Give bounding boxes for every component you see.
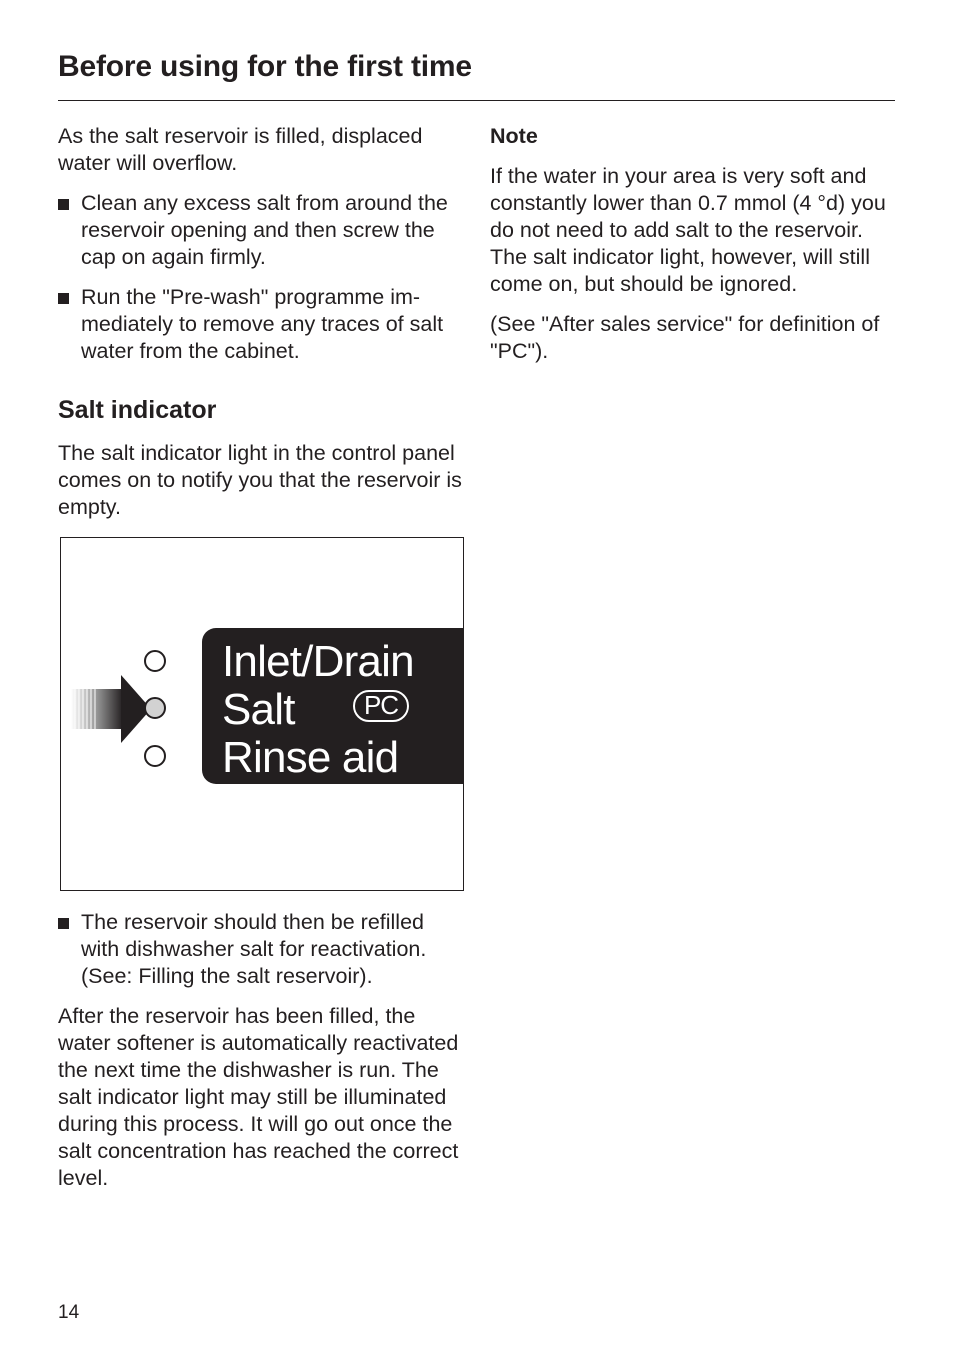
right-column <box>490 123 900 365</box>
control-panel-display <box>202 628 464 784</box>
bullet-square-icon <box>58 918 69 929</box>
bullet-item <box>58 909 468 990</box>
note-label: Note <box>490 124 538 148</box>
pc-badge: PC <box>353 690 409 722</box>
left-column <box>58 123 468 378</box>
panel-label-rinse-aid: Rinse aid <box>222 733 399 782</box>
bullet-text: Run the "Pre-wash" programme immediately to remove any traces of salt water from the cabinet. <box>81 285 444 363</box>
note-body: If the water in your area is very soft and constantly lower than 0.7 mmol (4 °d) you do not need to add salt to the reservoir. The salt indicator light, however, will still come on, but should be ignored. <box>490 164 886 296</box>
bullet-text: Clean any excess salt from around the reservoir opening and then screw the cap on again firmly. <box>81 191 448 269</box>
control-panel-figure <box>60 537 464 891</box>
panel-label-inlet-drain: Inlet/Drain <box>222 637 414 686</box>
bullet-text: The reservoir should then be refilled with dishwasher salt for reactivation. (See: Filling the salt reservoir). <box>81 910 427 988</box>
pc-reference: (See "After sales service" for definition of "PC"). <box>490 312 880 363</box>
salt-indicator-paragraph: The salt indicator light in the control panel comes on to notify you that the reservoir is empty. <box>58 441 462 519</box>
after-figure-block <box>58 909 468 1192</box>
page-title: Before using for the first time <box>58 50 472 83</box>
title-divider <box>58 100 895 101</box>
bullet-item <box>58 284 468 365</box>
reactivation-paragraph: After the reservoir has been filled, the water softener is automatically reactivated the next time the dishwasher is run. The salt indicator light may still be illuminated during this process. It will go out once the salt concentration has reached the correct level. <box>58 1004 459 1190</box>
indicator-light-inlet-drain <box>144 650 166 672</box>
bullet-item <box>58 190 468 271</box>
page-number: 14 <box>58 1302 80 1323</box>
bullet-square-icon <box>58 199 69 210</box>
indicator-light-rinse-aid <box>144 745 166 767</box>
salt-indicator-heading: Salt indicator <box>58 396 217 424</box>
salt-indicator-body-block <box>58 440 468 521</box>
bullet-square-icon <box>58 293 69 304</box>
intro-paragraph: As the salt reservoir is filled, displaced water will overflow. <box>58 124 423 175</box>
indicator-light-salt <box>144 697 166 719</box>
panel-label-salt: Salt <box>222 685 295 734</box>
